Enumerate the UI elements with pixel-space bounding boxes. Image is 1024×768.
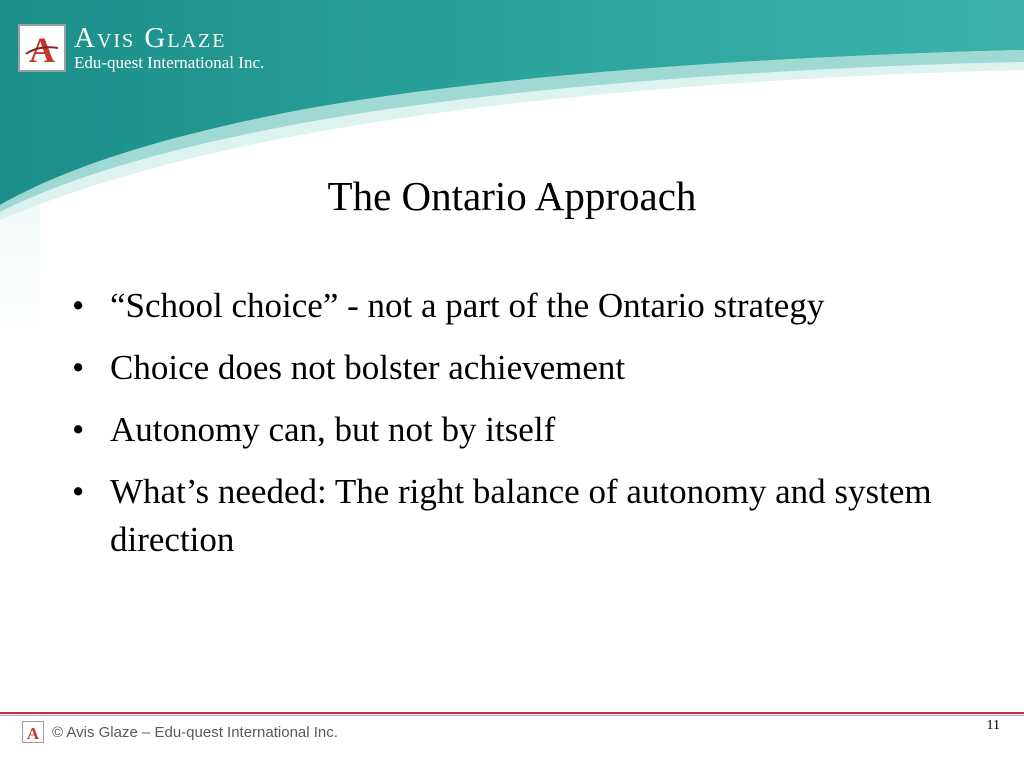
page-number: 11: [986, 718, 1000, 733]
footer-copyright: © Avis Glaze – Edu-quest International Inc.: [52, 724, 338, 741]
bullet-icon: •: [72, 348, 85, 387]
bullet-item: [72, 344, 952, 392]
slide-title: The Ontario Approach: [327, 173, 697, 219]
bullet-icon: •: [72, 472, 85, 511]
bullet-list: [72, 282, 952, 578]
logo-name: Avis Glaze: [74, 22, 227, 54]
bullet-text: What’s needed: The right balance of autonomy and system direction: [110, 472, 932, 559]
bullet-text: Choice does not bolster achievement: [110, 348, 626, 387]
bullet-item: [72, 468, 952, 564]
header-logo: [18, 20, 264, 76]
footer-divider: [0, 712, 1024, 714]
bullet-text: Autonomy can, but not by itself: [110, 410, 556, 449]
bullet-icon: •: [72, 410, 85, 449]
bullet-item: [72, 406, 952, 454]
logo-text: [74, 23, 264, 73]
bullet-item: [72, 282, 952, 330]
avis-glaze-logo-icon: [18, 24, 66, 72]
bullet-text: “School choice” - not a part of the Ontario strategy: [110, 286, 825, 325]
footer-divider-shadow: [0, 715, 1024, 716]
footer-logo-icon: [22, 721, 44, 743]
bullet-icon: •: [72, 286, 85, 325]
svg-text:A: A: [26, 724, 40, 742]
logo-subtitle: Edu-quest International Inc.: [74, 53, 265, 72]
svg-text:A: A: [29, 30, 55, 70]
